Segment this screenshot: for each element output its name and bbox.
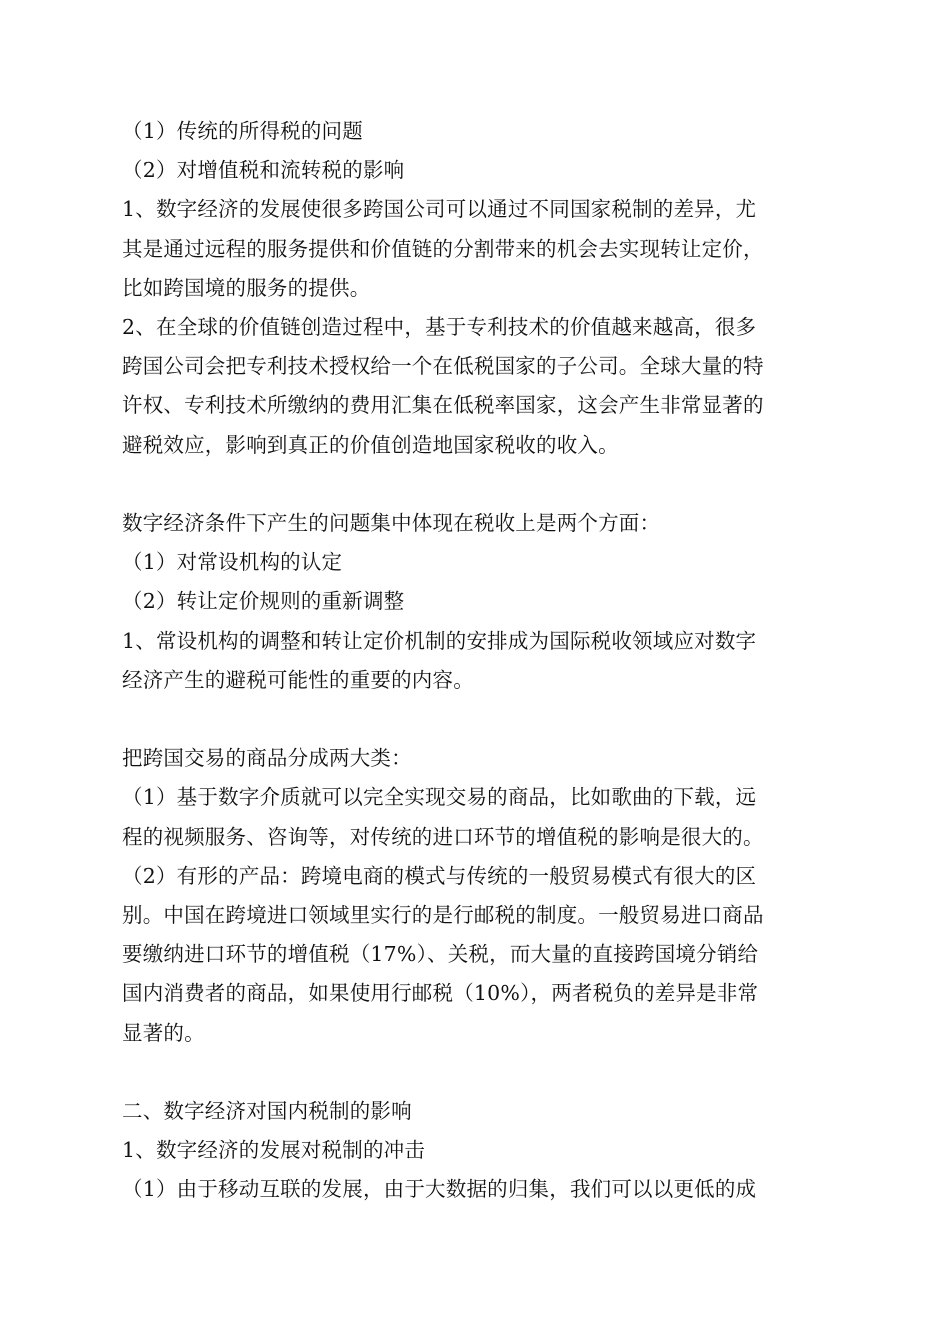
text-line: 其是通过远程的服务提供和价值链的分割带来的机会去实现转让定价，: [122, 236, 764, 261]
text-line: （2）转让定价规则的重新调整: [122, 589, 405, 614]
text-line: 比如跨国境的服务的提供。: [122, 275, 371, 300]
document-body: [122, 112, 822, 1210]
text-line: 程的视频服务、咨询等，对传统的进口环节的增值税的影响是很大的。: [122, 824, 764, 849]
text-line: （1）由于移动互联的发展，由于大数据的归集，我们可以以更低的成: [122, 1177, 757, 1202]
subsection-heading: 1、数字经济的发展对税制的冲击: [122, 1138, 426, 1163]
paragraph-gap: [122, 465, 822, 504]
text-line: 别。中国在跨境进口领域里实行的是行邮税的制度。一般贸易进口商品: [122, 903, 764, 928]
paragraph-gap: [122, 700, 822, 739]
text-line: （1）传统的所得税的问题: [122, 119, 363, 143]
text-line: （2）有形的产品：跨境电商的模式与传统的一般贸易模式有很大的区: [122, 863, 757, 888]
text-line: （1）对常设机构的认定: [122, 550, 343, 575]
text-line: 许权、专利技术所缴纳的费用汇集在低税率国家，这会产生非常显著的: [122, 393, 764, 418]
text-line: （2）对增值税和流转税的影响: [122, 158, 405, 183]
text-line: 国内消费者的商品，如果使用行邮税（10%），两者税负的差异是非常: [122, 981, 759, 1006]
text-line: 数字经济条件下产生的问题集中体现在税收上是两个方面：: [122, 511, 661, 536]
text-line: 显著的。: [122, 1020, 205, 1045]
text-line: 2、在全球的价值链创造过程中，基于专利技术的价值越来越高，很多: [122, 315, 757, 340]
text-line: 跨国公司会把专利技术授权给一个在低税国家的子公司。全球大量的特: [122, 354, 764, 379]
text-line: （1）基于数字介质就可以完全实现交易的商品，比如歌曲的下载，远: [122, 785, 757, 810]
text-line: 经济产生的避税可能性的重要的内容。: [122, 667, 474, 692]
text-line: 1、数字经济的发展使很多跨国公司可以通过不同国家税制的差异，尤: [122, 197, 757, 222]
text-line: 1、常设机构的调整和转让定价机制的安排成为国际税收领域应对数字: [122, 628, 757, 653]
text-line: 避税效应，影响到真正的价值创造地国家税收的收入。: [122, 432, 619, 457]
text-line: 把跨国交易的商品分成两大类：: [122, 746, 412, 771]
paragraph-gap: [122, 1053, 822, 1092]
text-line: 要缴纳进口环节的增值税（17%）、关税，而大量的直接跨国境分销给: [122, 942, 759, 967]
section-heading: 二、数字经济对国内税制的影响: [122, 1099, 412, 1124]
